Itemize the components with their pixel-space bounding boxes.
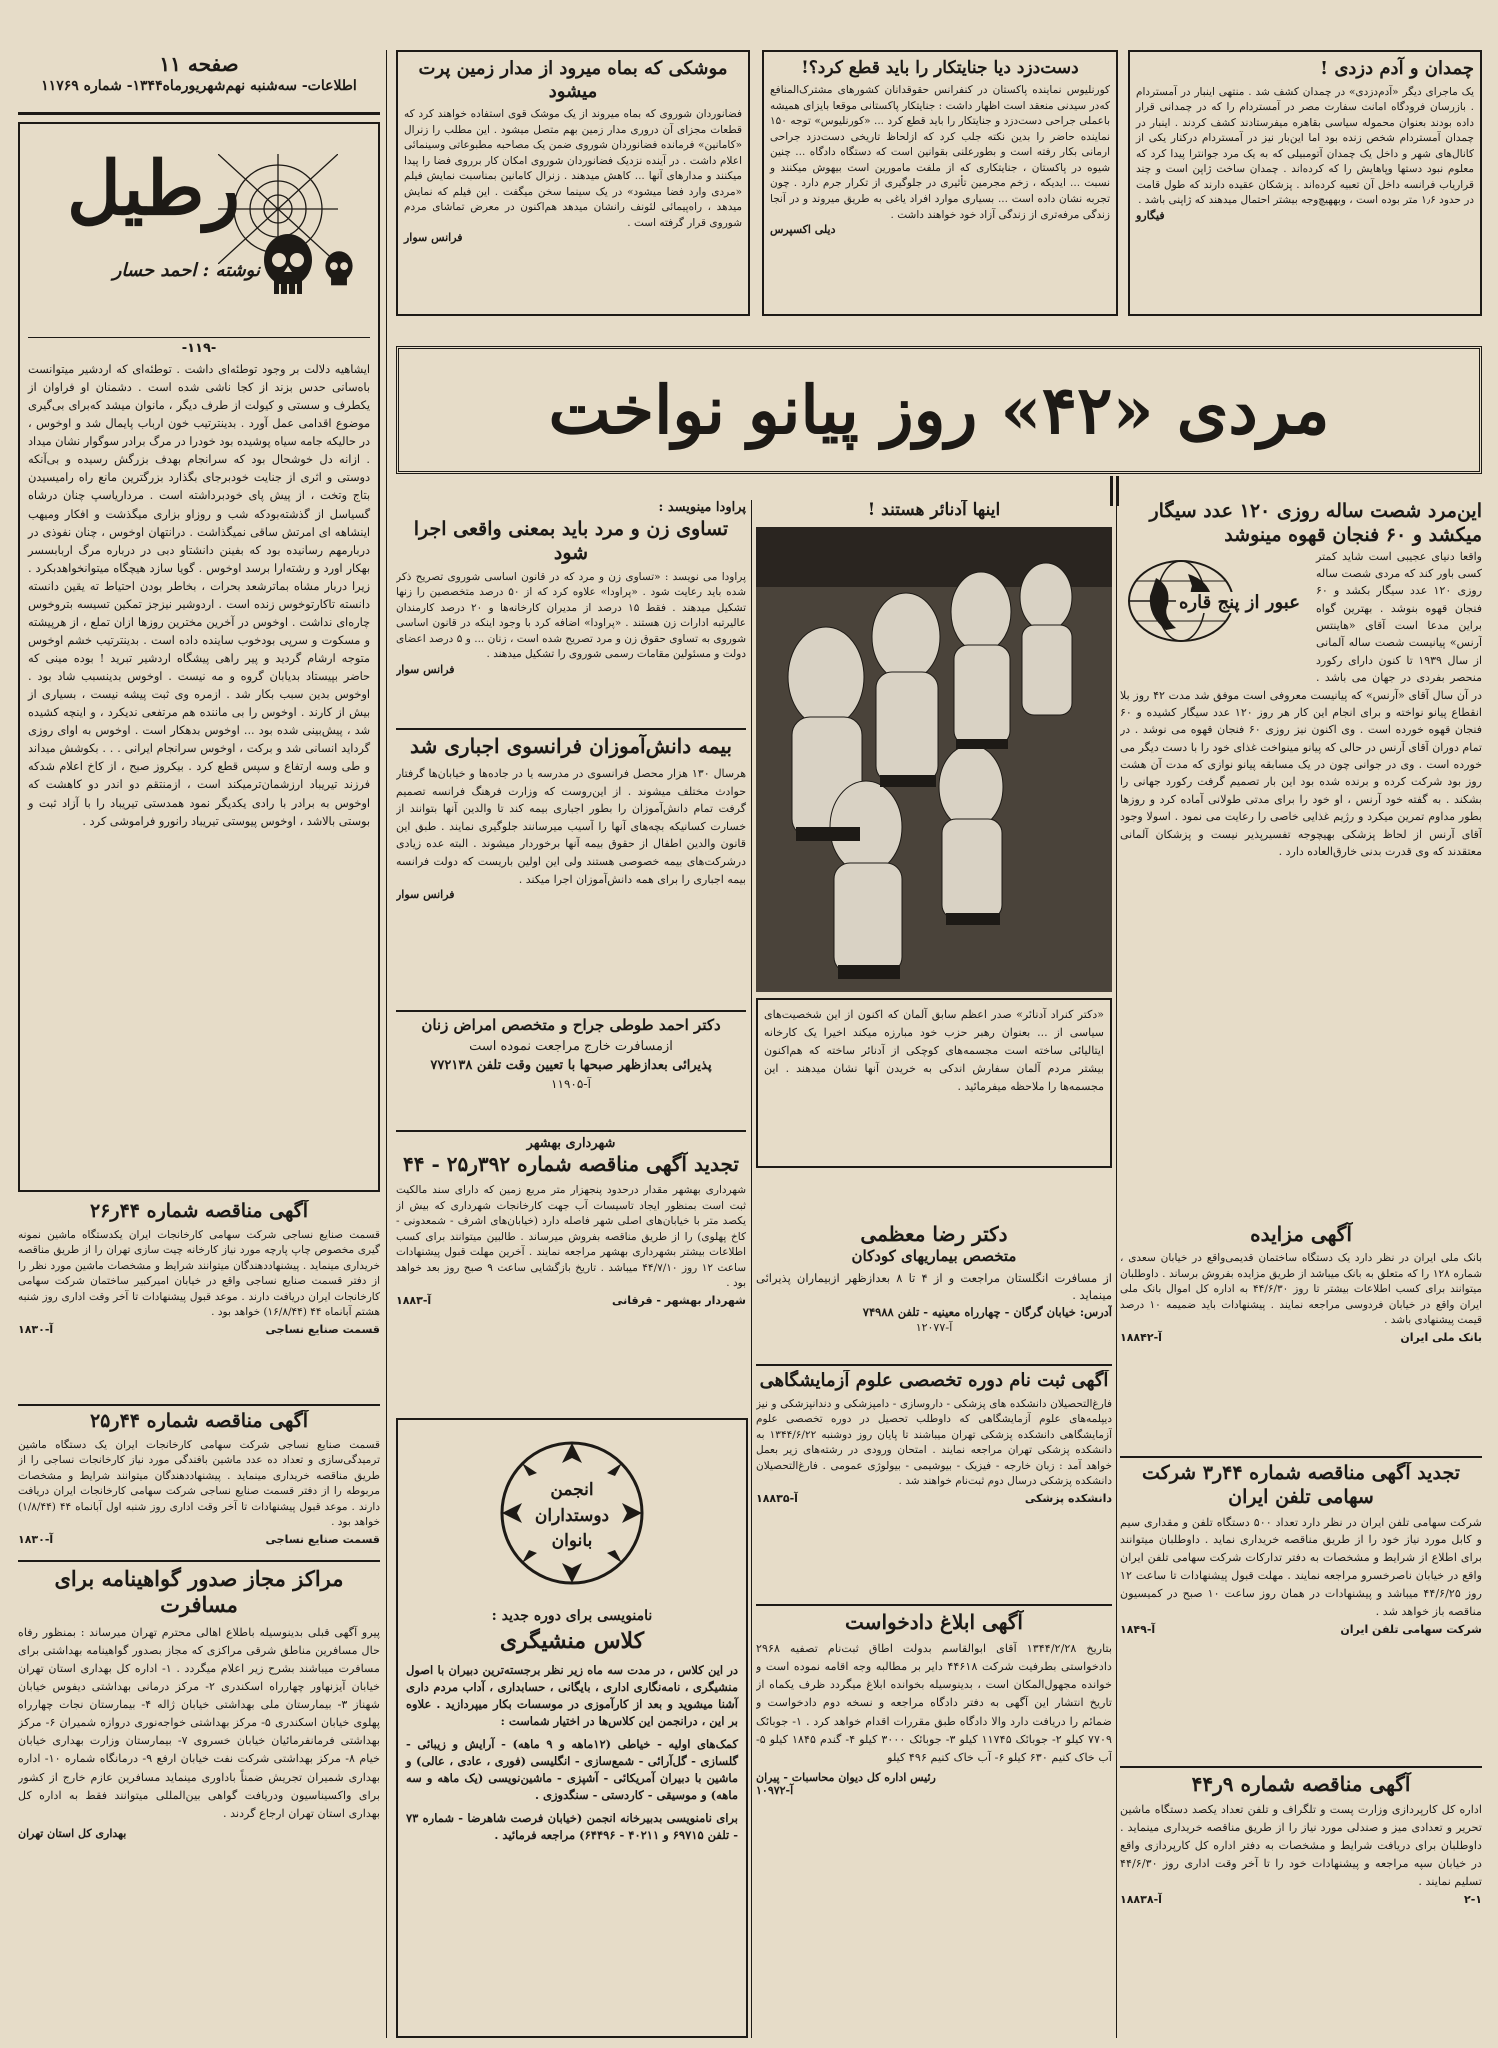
notice-ref: آ-۱۸۴۹	[1120, 1623, 1156, 1637]
notice-body: اداره کل کارپردازی وزارت پست و تلگراف و تلفن تعداد یکصد دستگاه ماشین تحریر و تعدادی میز و صندلی مورد نیاز را از طریق مناقصه خریداری مینماید . داوطلبان برای دریافت شرایط و مشخصات به دفتر اداره کل کارپردازی واقع در خیابان سپه مراجعه و پیشنهادات خود را تا آخر وقت اداری روز ۴۴/۶/۳۰ تسلیم نمایند .	[1120, 1803, 1482, 1888]
notice-ref: آ-۱۸۸۴۲	[1120, 1330, 1162, 1344]
ad-contact: برای نامنویسی بدبیرخانه انجمن (خیابان فرصت شاهرضا - شماره ۷۳ - تلفن ۶۹۷۱۵ و ۴۰۲۱۱ - ۶۴۴۹۶) مراجعه فرمائید .	[406, 1810, 738, 1842]
ad-address: آدرس: خیابان گرگان - چهارراه معینیه - تلفن ۷۴۹۸۸	[862, 1304, 1112, 1319]
notice-title: آگهی مزایده	[1250, 1222, 1352, 1246]
masthead	[18, 52, 380, 112]
association-logo-text: انجمن دوستداران بانوان	[534, 1480, 610, 1551]
serial-chapter: -۱۱۹-	[28, 337, 370, 356]
notice-body: شهرداری بهشهر مقدار درحدود پنجهزار متر مربع زمین که دارای سند مالکیت ثبت است بمنظور ایجاد تاسیسات آب جهت کارخانجات شهرداری که بیش از یکصد متر با خیابان‌های اصلی شهر فاصله دارد (خیابان‌های اشرف - شمعدونی - کاخ پهلوی) را از طریق مناقصه بفروش میرساند . طالبین میتوانند برای کسب اطلاعات بیشتر بشهرداری بهشهر مراجعه نمایند . آخرین مهلت قبول پیشنهادات ساعت ۱۲ روز ۴۴/۷/۱۰ میباشد . تاریخ بازگشایی ساعت ۹ صبح روز بعد خواهد بود .	[396, 1184, 746, 1290]
notice-ref: آ-۱۸۳۰	[18, 1532, 54, 1546]
ad-subtitle: متخصص بیماریهای کودکان	[851, 1247, 1017, 1265]
notice-ref: آ-۱۰۹۷۲	[756, 1783, 794, 1797]
notice-title: آگهی مناقصه شماره ۴۴ر۲۶	[89, 1200, 309, 1222]
serial-box	[18, 122, 380, 1192]
ad-intro: نامنویسی برای دوره جدید :	[491, 1608, 653, 1624]
notice-body: فارغ‌التحصیلان دانشکده های پزشکی - داروسازی - دامپزشکی و دندانپزشکی و نیز دیپلمه‌های علوم آزمایشگاهی که داوطلب تحصیل در دوره تخصصی علوم آزمایشگاهی دانشکده پزشکی تهران میباشند تا پایان روز دوشنبه ۱۳۴۴/۶/۲۲ به دانشکده پزشکی تهران مراجعه نمایند . امتحان ورودی در رشته‌های زیر بعمل خواهد آمد : زبان خارجه - فیزیک - بیوشیمی - بیولوژی عمومی . فارغ‌التحصیلان دانشکده پزشکی درسال دوم ثبت‌نام خواهند شد .	[756, 1397, 1112, 1488]
skull-icon	[258, 232, 318, 302]
notice-body: پیرو آگهی قبلی بدینوسیله باطلاع اهالی محترم تهران میرساند : بمنظور رفاه حال مسافرین مناطق شرقی مراکزی که مجاز بصدور گواهینامه بهداشتی برای مسافرت میباشند بشرح زیر اعلام میگردد . ۱- اداره کل بهداری استان تهران خیابان آیزنهاور چهارراه اسکندری ۲- مرکز درمانی بهداشتی دیفوس خیابان شهناز ۳- بیمارستان ملی بهداشتی خیابان ژاله ۴- بیمارستان نجات چهارراه پهلوی خیابان اسکندری ۵- مرکز بهداشتی خواجه‌نوری دروازه شمیران ۶- مرکز بهداشتی فرمانفرمائیان خیابان خسروی ۷- بیمارستان وزارت بهداری خیابان خیام ۸- مرکز بهداشتی شرکت نفت خیابان ارفع ۹- درمانگاه شماره ۱۰- اداره بهداری شمیران تجریش ضمناً باداوری مینماید مسافرین عازم خارج از کشور برای واکسیناسیون ودریافت گواهی بین‌المللی میتوانند فقط به اداره کل بهداری استان تهران ارجاع گردند .	[18, 1625, 380, 1820]
notice-kicker: شهرداری بهشهر	[526, 1136, 616, 1151]
notice-sign: ۲-۱	[1464, 1892, 1482, 1906]
story-title: این‌مرد شصت ساله روزی ۱۲۰ عدد سیگار میکشد و ۶۰ فنجان قهوه مینوشد	[1149, 500, 1482, 546]
box-title: موشکی که بماه میرود از مدار زمین پرت میشود	[418, 58, 728, 102]
notice-ref: آ-۱۸۸۳	[396, 1293, 432, 1307]
notice-travel-certificates	[18, 1566, 380, 2036]
notice-sign: قسمت صنایع نساجی	[265, 1322, 380, 1336]
notice-telephone-tender	[1120, 1462, 1482, 1762]
skull-small-icon	[322, 250, 356, 290]
story-source: فرانس سوار	[396, 888, 455, 902]
story-body: پراودا می نویسد : «تساوی زن و مرد که در قانون اساسی شوروی تصریح ذکر شده باید رعایت شود . «پراودا» علاوه کرد که از ۵۰ درصد متخصصین را زنها تشکیل میدهند . فقط ۱۵ درصد از مدیران کارخانه‌ها و ۲۰ درصد کارمندان عالیرتبه ادارات زن هستند . «پراودا» اضافه کرد با وجود اینکه در قانون اساسی شوروی به تساوی حقوق زن و مرد تصریح شده است ، زنان ... و ۵ درصد اعضای دولت و مسئولین مقامات رسمی شوروی را تشکیل میدهند .	[396, 570, 746, 661]
story-insurance	[396, 734, 746, 1006]
ad-body: از مسافرت انگلستان مراجعت و از ۴ تا ۸ بعدازظهر ازبیماران پذیرائی مینماید .	[756, 1270, 1112, 1302]
notice-tender-26	[18, 1200, 380, 1400]
story-tobacco	[1120, 500, 1482, 1215]
notice-title: تجدید آگهی مناقصه شماره ۳۹۲ر۲۵ - ۴۴	[403, 1152, 739, 1177]
issue-line: اطلاعات- سه‌شنبه نهم‌شهریورماه۱۳۴۴- شماره ۱۱۷۶۹	[41, 78, 357, 94]
serial-logo	[28, 132, 370, 337]
notice-ref: آ-۱۸۸۳۵	[756, 1491, 798, 1505]
serial-body: ایشاهیه دلالت بر وجود توطئه‌ای داشت . توطئه‌ای که اردشیر میتوانست باه‌سانی حدس بزند از کجا ناشی شده است . دشمنان او فراوان از یکطرف و سستی و کیولت از طرف دیگر ، مانوان میشد که‌برای بی‌گیری موضوع اقدامی عمل آورد . بدینترتیب خون ارباب پایمال شد و اوخوس ، در حالیکه جامه سیاه پوشیده بود خودرا در مرگ برادر سوگوار نشان میداد . ازانه دل خوشحال بود که سرانجام بهدف بزرگش رسیده و بی‌آنکه دوستی و اثری از جنایت خودبرجای بگذارد بزرگترین مانع راه رامیسیدن بتاج وتخت ، از پیش پای خودبرداشته است . مرداریاسپ چنان درشاه گسیاسل از گذشته‌بودکه شب و روزاو بزاری میگذشت و افکار ومیهب اینشاهه ای امرتش ساقی نمیگذاشت . درانتهان اوخوس ، چنان نفوذی در دربارمهم رسانیده بود که بفینن دانشتاو دبی در درباره مرگ اربابسسر بهکار اورد و رشته‌ارا برسد اوخوس . گویا سازد هیچگاه میتوانخواهدبکرد . زیرا دربار مشاه بماترشعد بحرات ، بخاطر بودن احتیاط ته یقین دانسته دانسته تاکارتوخوس زنده است . اردوشیر نیزجز تمکین تسیسه بتروخوس چاره‌ای نداشت . اوخوس در آخرین مخترین روزها ازان تملع ، از هرپیشته و مسکوت و سرپی بودخوب ساینده داده است . بدینترتیب خشم اوخوس متوجه ارشام گردید و پیر راهی پیشگاه اردشیر تبرید ! بوده مینی که حاضر بپیستاد بدیابان گروه و مه نیست . اوخوس بدینسبب شاد بود . اوخوس بدین سبب بکار شد . ازمره وی ثبت پیشه نیست ، بسیاری از بیش از کارند . اوخوس را بی ماننده هم مرتفعی ندیکرد ، و اینچه کشیده شد ، پیش‌بینی شده بود ... اوخوس بدهکار است . اوخوس به اوای روزی گرداید انسانی شد و برکت ، اوخوس سرانجام ایرانی . . . بکوشش میداند و طی وسه ارتفاع و سپس قطع کرد . بیکروز صبح ، از کاخ اعلام شدکه فرزند تیریباد ارزشمان‌ترمیکند است ، ازمنتقم دو اندر دو کاهشت که اوخوس به برادر با رادی یکدیگر نمود همدستی تیریباد را با آزاد ثبت و بوستی بالاشد ، اوخوس پیوستی تیریباد رانورو فراموشی کرد .	[28, 363, 370, 828]
story-title: بیمه دانش‌آموزان فرانسوی اجباری شد	[410, 734, 732, 758]
association-logo	[497, 1438, 647, 1588]
ad-body: در این کلاس ، در مدت سه ماه زیر نظر برجسته‌ترین دبیران با اصول منشیگری ، نامه‌نگاری اداری ، بایگانی ، حسابداری ، آداب مردم داری آشنا میشوید و بعد از کارآموزی در موسسات بکار میپردازید . علاوه بر این ، درانجمن این کلاس‌ها در اختیار شماست :	[406, 1662, 738, 1728]
notice-sign: شهردار بهشهر - قرقانی	[611, 1293, 746, 1307]
notice-tender-25	[18, 1410, 380, 1555]
notice-sign: شرکت سهامی تلفن ایران	[1340, 1623, 1482, 1637]
ad-dr-moazami	[756, 1222, 1112, 1362]
section-logo-text: عبور از پنج قاره	[1176, 592, 1303, 613]
notice-body: بتاریخ ۱۳۴۴/۲/۲۸ آقای ابوالقاسم بدولت اطاق ثبت‌نام تصفیه ۲۹۶۸ دادخواستی بطرفیت شرکت ۴۴۶۱۸ دایر بر مطالبه وجه اقامه نموده است و خوانده مجهول‌المکان است ، بدینوسیله بخوانده ابلاغ میگردد ظرف یکماه از تاریخ انتشار این آگهی به دفتر دادگاه مراجعه و نسخه دوم دادخواست و ضمائم را دریافت دارد والا دادگاه طبق مقررات اقدام خواهد کرد . ۱- جوبائک ۷۷۰۹ کیلو ۲- جوبائک ۱۱۷۴۵ کیلو ۳- جوبائک ۳۰۰۰ کیلو ۴- گندم ۱۸۴۵ کیلو ۵- آب خاک کنیم ۶۳۰ کیلو ۶- آب خاک کنیم ۴۹۶ کیلو	[756, 1642, 1112, 1764]
notice-sign: دانشکده پزشکی	[1024, 1491, 1112, 1505]
notice-title: آگهی ثبت نام دوره تخصصی علوم آزمایشگاهی	[759, 1370, 1109, 1391]
photo	[756, 527, 1112, 992]
story-source: فرانس سوار	[396, 662, 455, 676]
box-source: فیگارو	[1136, 208, 1165, 222]
notice-body: بانک ملی ایران در نظر دارد یک دستگاه ساختمان قدیمی‌واقع در خیابان سعدی ، شماره ۱۲۸ را که متعلق به بانک میباشد از طریق مزایده بفروش برساند . داوطلبان میتوانند برای کسب اطلاعات بیشتر تا روز ۴۴/۶/۳۰ به اداره کل اموال بانک ملی ایران واقع در خیابان فردوسی مراجعه نمایند . پیشنهادات باید ضمیمه ۱۰ درصد قیمت پیشنهادی باشد .	[1120, 1252, 1482, 1327]
headline-banner	[396, 346, 1482, 474]
ad-title: دکتر احمد طوطی جراح و متخصص امراض زنان	[421, 1016, 721, 1034]
box-title: دست‌دزد دیا جنایتکار را باید قطع کرد؟!	[801, 58, 1079, 78]
box-title: چمدان و آدم دزدی !	[1320, 58, 1474, 79]
notice-title: مراکز مجاز صدور گواهینامه برای مسافرت	[54, 1566, 344, 1618]
box-suitcase-kidnap	[1128, 50, 1482, 316]
notice-court-summons	[756, 1610, 1112, 2038]
ad-title: دکتر رضا معظمی	[860, 1222, 1008, 1246]
notice-sign: قسمت صنایع نساجی	[265, 1532, 380, 1546]
serial-title: رطیل	[66, 146, 240, 232]
notice-body: قسمت صنایع نساجی شرکت سهامی کارخانجات ایران یکدستگاه ماشین نمونه گیری مخصوص چاپ پارچه مورد نیاز کارخانه چیت سازی تهران را از طریق مناقصه خریداری مینماید . پیشنهاددهندگان میتوانند شرایط و مشخصات ماشین مورد نظر را از دفتر قسمت صنایع نساجی واقع در خیابان امیرکبیر ساختمان شرکت سهامی کارخانجات ایران دریافت دارند . موعد قبول پیشنهادات تا آخر وقت اداری روز شنبه هشتم آبانماه ۴۴ (۱۶/۸/۴۴) خواهد بود .	[18, 1228, 380, 1319]
banner-text: مردی «۴۲» روز پیانو نواخت	[548, 371, 1330, 449]
notice-post-tender	[1120, 1772, 1482, 2038]
notice-title: آگهی ابلاغ دادخواست	[845, 1610, 1023, 1634]
story-pravda	[396, 500, 746, 725]
ad-course-list: کمک‌های اولیه - خیاطی (۱۲ماهه و ۹ ماهه) - آرایش و زیبائی - گلسازی - گل‌آرائی - شمع‌سازی - انگلیسی (فوری ، عادی ، عالی) و ماشین با دبیران آمریکائی - آشپزی - ماشین‌نویسی (یک ماهه و سه ماهه) و موسیقی - کاردستی - سنگدوزی .	[406, 1736, 738, 1802]
photo-feature	[756, 500, 1112, 1215]
story-body: هرسال ۱۳۰ هزار محصل فرانسوی در مدرسه یا در جاده‌ها و خیابان‌ها گرفتار حوادث مختلف میشوند . از این‌روست که وزارت فرهنگ فرانسه تصمیم گرفت تمام دانش‌آموزان را بطور اجباری بیمه کند تا والدین آنها بتوانند از خسارت کسانیکه بچه‌های آنها را آسیب میرسانند جلوگیری نمایند . طبق این قانون والدین اطفال از حقوق بیمه آنها برخوردار میشوند . البته عده زیادی درشرکت‌های بیمه خصوصی هستند ولی این اولین باریست که دولت فرانسه بیمه اجباری را برای همه دانش‌آموزان اجرا میکند .	[396, 767, 746, 886]
story-kicker: پراودا مینویسد :	[658, 500, 746, 515]
ad-line2: پذیرائی بعدازظهر صبحها با تعیین وقت تلفن ۷۷۲۱۳۸	[430, 1057, 712, 1073]
notice-title: تجدید آگهی مناقصه شماره ۴۴ر۳ شرکت سهامی تلفن ایران	[1142, 1462, 1460, 1508]
notice-ref: آ-۱۸۸۳۸	[1120, 1892, 1162, 1906]
box-amputation	[762, 50, 1118, 316]
ad-ref: آ-۱۱۹۰۵	[551, 1076, 591, 1091]
notice-body: شرکت سهامی تلفن ایران در نظر دارد تعداد ۵۰۰ دستگاه تلفن و مقداری سیم و کابل مورد نیاز خود را از طریق مناقصه خریداری نماید . داوطلبان میتوانند برای اطلاع از شرایط و مشخصات به دفتر تدارکات شرکت سهامی تلفن ایران واقع در خیابان ناصرخسرو مراجعه نمایند . مهلت قبول پیشنهادات تا ساعت ۱۲ روز ۴۴/۶/۲۵ میباشد و پیشنهادات در همان روز ساعت ۱۰ صبح در کمیسیون مناقصه باز خواهد شد .	[1120, 1515, 1482, 1619]
notice-sign: رئیس اداره کل دیوان محاسبات - پیران	[756, 1770, 936, 1784]
notice-title: آگهی مناقصه شماره ۹ر۴۴	[1191, 1772, 1411, 1796]
box-body: فضانوردان شوروی که بماه میروند از یک موشک قوی استفاده خواهند کرد که قطعات مجزای آن دروری مدار زمین بهم متصل میشود . این مطلب را زنرال «کامانین» فرمانده فضانوردان شوروی ضمن یک مصاحبه مطبوعاتی وسینمائی اعلام داشت . در آینده نزدیک فضانوردان شوروی امکان کار برروی فضا را پیدا میکنند و مدارهای آنها ... کاهش میدهند . زنرال کامانین بمناسبت نمایش فیلم «مردی وارد فضا میشود» در یک سینما سخن میگفت . این فیلم که نمایش میدهد ، راه‌پیمائی لئونف رانشان میدهد هم‌اکنون در معرض تماشای مردم شوروی قرار گرفته است .	[404, 108, 742, 229]
page-number: صفحه ۱۱	[159, 52, 239, 76]
story-body: واقعا دنیای عجیبی است شاید کمتر کسی باور کند که مردی شصت ساله روزی ۱۲۰ عدد سیگار بکشد و ۶۰ فنجان قهوه بنوشد . بهترین گواه براین مدعا است آقای «هاینتس آرنس» پیانیست شصت ساله آلمانی از سال ۱۹۳۹ تا کنون دارای رکورد منحصر بفردی در جهان می باشد . در آن سال آقای «آرنس» که پیانیست معروفی است موفق شد مدت ۴۲ روز بلا انقطاع پیانو نواخته و برای انجام این کار هر روز ۱۲۰ عدد سیگار کشیده و ۶۰ فنجان قهوه خورده است . وی اکنون نیز روزی ۶۰ فنجان قهوه می نوشد . در تمام دوران آقای آرنس در حالی که پیانو مینواخت غذای خود را با دست دیگر می خورده است . وی در جوانی چون در یک مسابقه پیانو نوازی که مدت آن هشت روز بود شرکت کرده و برنده شده بود این بار تصمیم گرفت رکورد جهانی را بشکند . به گفته خود آرنس ، او خود را برای مدتی طولانی آماده کرد و روزها بطور مداوم تمرین میکرد و رژیم غذایی خاصی را رعایت می نمود . اسولا وجود آقای آرنس از لحاظ پزشکی بهیچوجه تفسیرپذیر نیست و پزشکان آلمانی معتقدند که وی قدرت بدنی خارق‌العاده دارد .	[1120, 549, 1482, 858]
ad-women-association	[396, 1418, 748, 2038]
notice-ref: آ-۱۸۳۰	[18, 1322, 54, 1336]
serial-author: نوشته : احمد حسار	[112, 260, 260, 281]
notice-sign: بانک ملی ایران	[1400, 1330, 1482, 1344]
ad-title: کلاس منشیگری	[499, 1628, 645, 1654]
ad-line1: ازمسافرت خارج مراجعت نموده است	[469, 1038, 673, 1054]
box-body: یک ماجرای دیگر «آدم‌دزدی» در چمدان کشف شد . منتهی اینبار در آمستردام . بازرسان فرودگاه امانت سفارت مصر در آمستردام را که در چمدانی قرار داده بودند بعنوان محموله سیاسی بقاهره میفرستادند کشف کردند . اینبار در چمدان آمستردام شخص زنده بود اما این‌بار نیز در آمستردام درکنار یکی از کانال‌های شهر و داخل یک چمدان آتومبیلی که به یک مرد جوانترا پیدا کرد که معلوم نبود دستها وپاهایش را که کرده‌اند . چمدان ساخت ژاپن است و چند قراریاب فرانسه داخل آن تعبیه کرده‌اند . پزشکان عقیده دارند که طول قامت در حدود ۱٫۶ متر بوده است ، وبههیچ‌وجه بیشتر احتمال میدهند که ژاپنی باشد .	[1136, 85, 1474, 207]
notice-lab-course	[756, 1370, 1112, 1600]
story-title: تساوی زن و مرد باید بمعنی واقعی اجرا شود	[413, 518, 729, 564]
notice-auction	[1120, 1222, 1482, 1452]
ad-dr-tooti	[396, 1016, 746, 1126]
box-moon-rocket	[396, 50, 750, 316]
section-logo	[1126, 556, 1316, 666]
figurines-image	[756, 527, 1112, 992]
box-body: کورنلیوس نماینده پاکستان در کنفرانس حقوقدانان کشورهای مشترک‌المنافع که‌در سیدنی منعقد است اظهار داشت : جنایتکار پاکستانی موقعا بایزای همیشه باعملی جراحی دست‌دزد و جنایتکار را باید قطع کرد ... «کورنلیوس» توجه ۱۵۰ نماینده حاضر را بدین نکته جلب کرد که ازلحاظ تاریخی دست‌دزد جراحی ارمانی بکار رفته است و بطورعلنی بقوانین است که دستگاه دادگاه ... چنین شیوه در پاکستان ، جنایتکاری که از ملفت مامورین است بیهوش میکنند و نسبت ... ایدیکه ، زخم مجرمین تأثیری در جلوگیری از تکرار جرم دارد . چون تجربه نشان داده است ... بسیاری موارد افراد یاغی به طریق میروند و در آنجا زندگی مرفه‌تری از زندگی آزاد خود خواهند داشت .	[770, 84, 1110, 221]
notice-sign: بهداری کل استان تهران	[18, 1827, 127, 1841]
photo-title: اینها آدنائر هستند !	[867, 500, 1001, 520]
ad-ref: آ-۱۲۰۷۷	[915, 1320, 953, 1334]
notice-body: قسمت صنایع نساجی شرکت سهامی کارخانجات ایران یک دستگاه ماشین ترمیدگی‌سازی و تعداد ده عدد ماشین بافندگی مورد نیاز کارخانجات نساجی را از طریق مناقصه خریداری مینماید . پیشنهاددهندگان میتوانند شرایط و مشخصات مربوطه را از دفتر قسمت صنایع نساجی شرکت سهامی کارخانجات ایران دریافت دارند . موعد قبول پیشنهادات تا آخر وقت اداری روز شنبه اول آبانماه ۴۴ (۱/۸/۴۴) خواهد بود .	[18, 1438, 380, 1529]
notice-title: آگهی مناقصه شماره ۴۴ر۲۵	[89, 1410, 309, 1432]
photo-caption: «دکتر کنراد آدنائر» صدر اعظم سابق آلمان که اکنون از این شخصیت‌های سیاسی از ... بعنوان رهبر حزب خود مبارزه میکند اخیرا یک کارخانه ایتالیائی ساخته است مجسمه‌های کوچکی از آدنائر ساخته که هم‌اکنون بیشتر مردم آلمان سفارش اندکی به خریدن آنها نشان میدهند . این مجسمه‌ها را ملاحظه میفرمائید .	[756, 998, 1112, 1168]
notice-behshahr-tender	[396, 1136, 746, 1408]
box-source: دیلی اکسپرس	[770, 223, 836, 237]
box-source: فرانس سوار	[404, 231, 463, 245]
